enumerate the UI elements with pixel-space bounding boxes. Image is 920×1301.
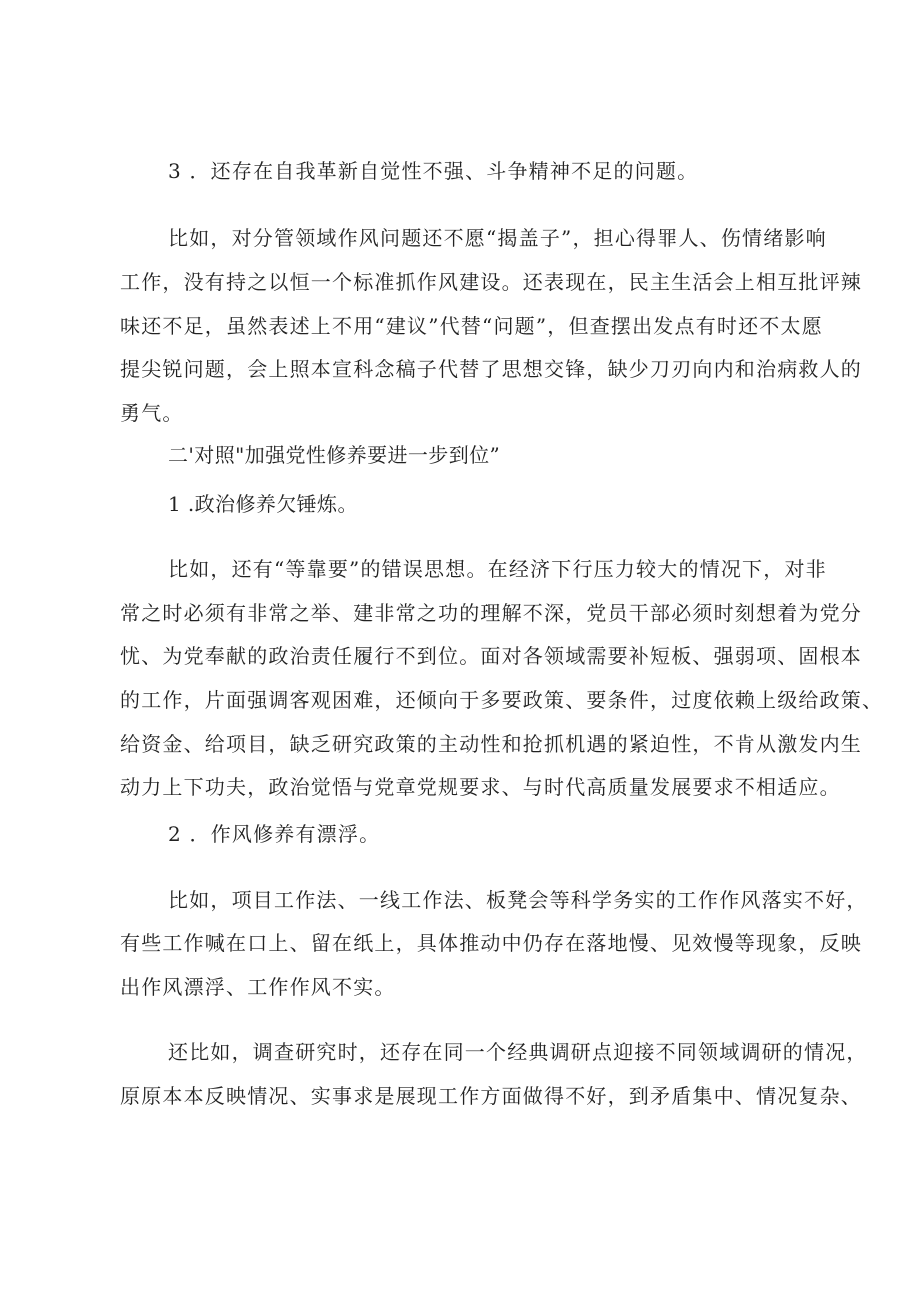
paragraph-line: 忧、为党奉献的政治责任履行不到位。面对各领域需要补短板、强弱项、固根本 — [120, 644, 862, 668]
paragraph-line: 比如，对分管领域作风问题还不愿“揭盖子”，担心得罪人、伤情绪影响 — [168, 226, 827, 250]
paragraph-line: 味还不足，虽然表述上不用“建议”代替“问题”，但查摆出发点有时还不太愿 — [120, 314, 823, 338]
paragraph-line: 动力上下功夫，政治觉悟与党章党规要求、与时代高质量发展要求不相适应。 — [120, 775, 841, 799]
item3-heading: 3 ．还存在自我革新自觉性不强、斗争精神不足的问题。 — [168, 159, 699, 183]
paragraph-line: 常之时必须有非常之举、建非常之功的理解不深，党员干部必须时刻想着为党分 — [120, 601, 862, 625]
paragraph-line: 还比如，调查研究时，还存在同一个经典调研点迎接不同领域调研的情况， — [168, 1040, 868, 1064]
paragraph-line: 给资金、给项目，缺乏研究政策的主动性和抢抓机遇的紧迫性，不肯从激发内生 — [120, 732, 862, 756]
paragraph-line: 出作风漂浮、工作作风不实。 — [120, 975, 396, 999]
section2-heading: 二'对照"加强党性修养要进一步到位” — [168, 443, 501, 467]
paragraph-line: 原原本本反映情况、实事求是展现工作方面做得不好，到矛盾集中、情况复杂、 — [120, 1084, 862, 1108]
item2-heading: 2 ．作风修养有漂浮。 — [168, 822, 381, 846]
paragraph-line: 勇气。 — [120, 401, 184, 425]
paragraph-line: 有些工作喊在口上、留在纸上，具体推动中仍存在落地慢、见效慢等现象，反映 — [120, 931, 862, 955]
item1-heading: 1 .政治修养欠锤炼。 — [168, 492, 358, 516]
paragraph-line: 提尖锐问题，会上照本宣科念稿子代替了思想交锋，缺少刀刃向内和治病救人的 — [120, 357, 862, 381]
paragraph-line: 的工作，片面强调客观困难，还倾向于多要政策、要条件，过度依赖上级给政策、 — [120, 688, 884, 712]
paragraph-line: 工作，没有持之以恒一个标准抓作风建设。还表现在，民主生活会上相互批评辣 — [120, 270, 862, 294]
paragraph-line: 比如，项目工作法、一线工作法、板凳会等科学务实的工作作风落实不好， — [168, 888, 868, 912]
paragraph-line: 比如，还有“等靠要”的错误思想。在经济下行压力较大的情况下，对非 — [168, 557, 827, 581]
